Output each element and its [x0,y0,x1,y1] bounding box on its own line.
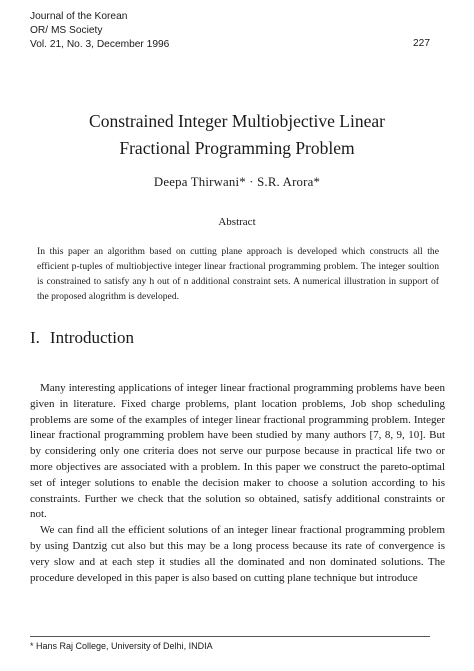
footnote: * Hans Raj College, University of Delhi, INDIA [30,641,213,651]
journal-name-line1: Journal of the Korean [30,11,128,22]
paper-title-line2: Fractional Programming Problem [119,138,355,158]
journal-name-line2: OR/ MS Society [30,25,103,36]
section-number: I. [30,328,40,347]
section-title: Introduction [49,328,134,347]
paper-title-line1: Constrained Integer Multiobjective Linear [89,111,385,131]
footnote-divider [30,636,430,637]
journal-header [30,10,169,52]
section-heading [30,328,134,348]
page-number: 227 [413,38,430,49]
journal-volume: Vol. 21, No. 3, December 1996 [30,39,170,50]
abstract-text: In this paper an algorithm based on cutting plane approach is developed which constructs all the efficient p-tuples of multiobjective integer linear fractional programming problem. The integer soultion is constrained to satisfy any h out of n additional constraint sets. A numerical illustration in support of the proposed alogrithm is developed. [37,246,439,302]
paper-title [0,108,474,162]
abstract-heading: Abstract [218,216,256,228]
body-text [30,381,445,586]
body-paragraph-2: We can find all the efficient solutions of an integer linear fractional programming problem by using Dantzig cut also but this may be a long process because its rate of convergence is very slow and at each step it studies all the dominated and non dominated solutions. The procedure developed in this paper is also based on cutting plane technique but introduce [30,524,445,584]
author-list: Deepa Thirwani* · S.R. Arora* [153,175,321,189]
body-paragraph-1: Many interesting applications of integer linear fractional programming problems have been given in literature. Fixed charge problems, plant location problems, Job shop scheduling problems are some of the examples of integer linear fractional programming problem. Integer linear fractional programming problem have been studied by many authors [7, 8, 9, 10]. But by considering only one criteria does not serve our purpose because in practical life two or more objectives are associated with a problem. In this paper we construct the pareto-optimal set of integer solutions to enable the decision maker to choose a solution according to his constraints. Further we check that the solution so obtained, satisfy additional constraints or not. [30,382,445,521]
